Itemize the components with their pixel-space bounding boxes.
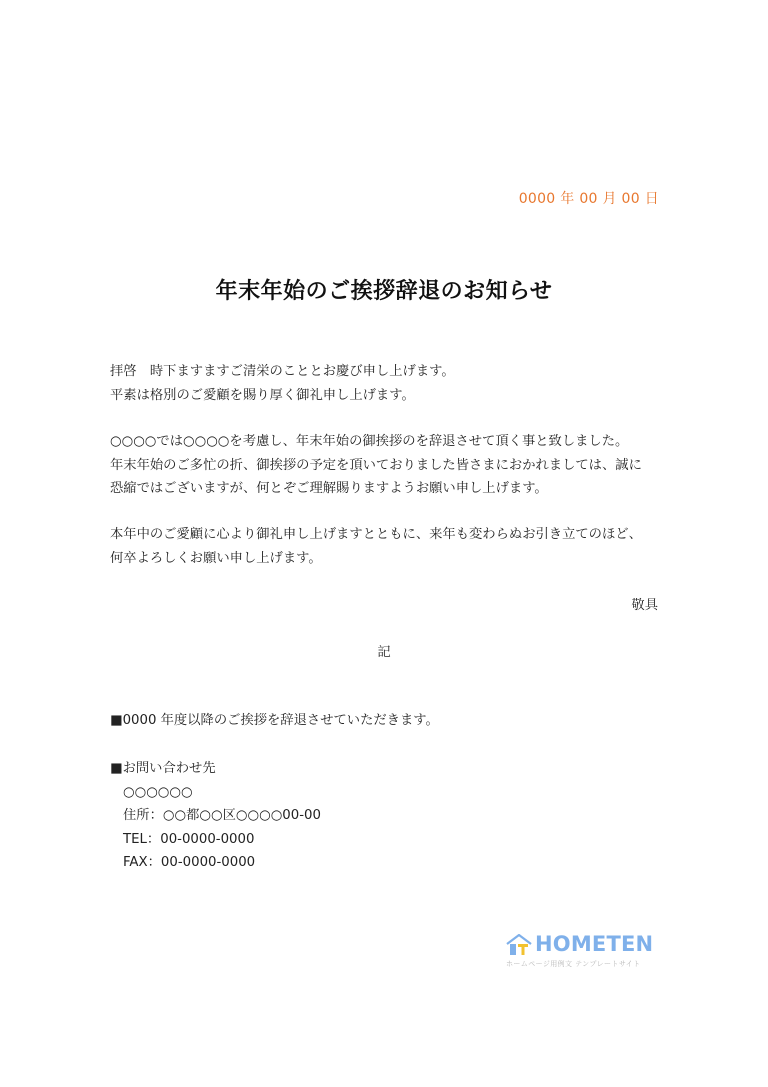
logo-wordmark: HOMETEN xyxy=(535,932,654,956)
greeting-paragraph xyxy=(110,360,670,407)
body-paragraph xyxy=(110,430,670,501)
logo-subtitle: ホームページ用例文 テンプレートサイト xyxy=(506,960,641,968)
body-line: ○○○○では○○○○を考慮し、年末年始の御挨拶のを辞退させて頂く事と致しました。 xyxy=(110,434,629,449)
ki-heading: 記 xyxy=(377,645,391,660)
document-date: 0000 年 00 月 00 日 xyxy=(518,191,659,207)
hometen-logo xyxy=(506,932,652,972)
contact-heading: ■お問い合わせ先 xyxy=(110,761,216,776)
closing-line: 何卒よろしくお願い申し上げます。 xyxy=(110,550,322,566)
closing-line: 本年中のご愛顧に心より御礼申し上げますとともに、来年も変わらぬお引き立てのほど、 xyxy=(110,527,642,542)
contact-name: ○○○○○○ xyxy=(123,784,193,800)
greeting-line: 拝啓 時下ますますご清栄のこととお慶び申し上げます。 xyxy=(110,364,455,379)
document-title: 年末年始のご挨拶辞退のお知らせ xyxy=(215,278,553,304)
contact-block xyxy=(110,757,321,875)
contact-address: 住所：○○都○○区○○○○00-00 xyxy=(123,808,321,823)
closing-word: 敬具 xyxy=(631,598,658,613)
notice-item: ■0000 年度以降のご挨拶を辞退させていただきます。 xyxy=(110,713,439,728)
house-logo-icon xyxy=(506,934,532,956)
greeting-line: 平素は格別のご愛顧を賜り厚く御礼申し上げます。 xyxy=(110,387,415,403)
body-line: 恐縮ではございますが、何とぞご理解賜りますようお願い申し上げます。 xyxy=(110,481,548,496)
contact-tel: TEL：00-0000-0000 xyxy=(123,831,255,847)
closing-paragraph xyxy=(110,523,670,570)
body-line: 年末年始のご多忙の折、御挨拶の予定を頂いておりました皆さまにおかれましては、誠に xyxy=(110,457,642,473)
contact-fax: FAX：00-0000-0000 xyxy=(123,855,256,870)
